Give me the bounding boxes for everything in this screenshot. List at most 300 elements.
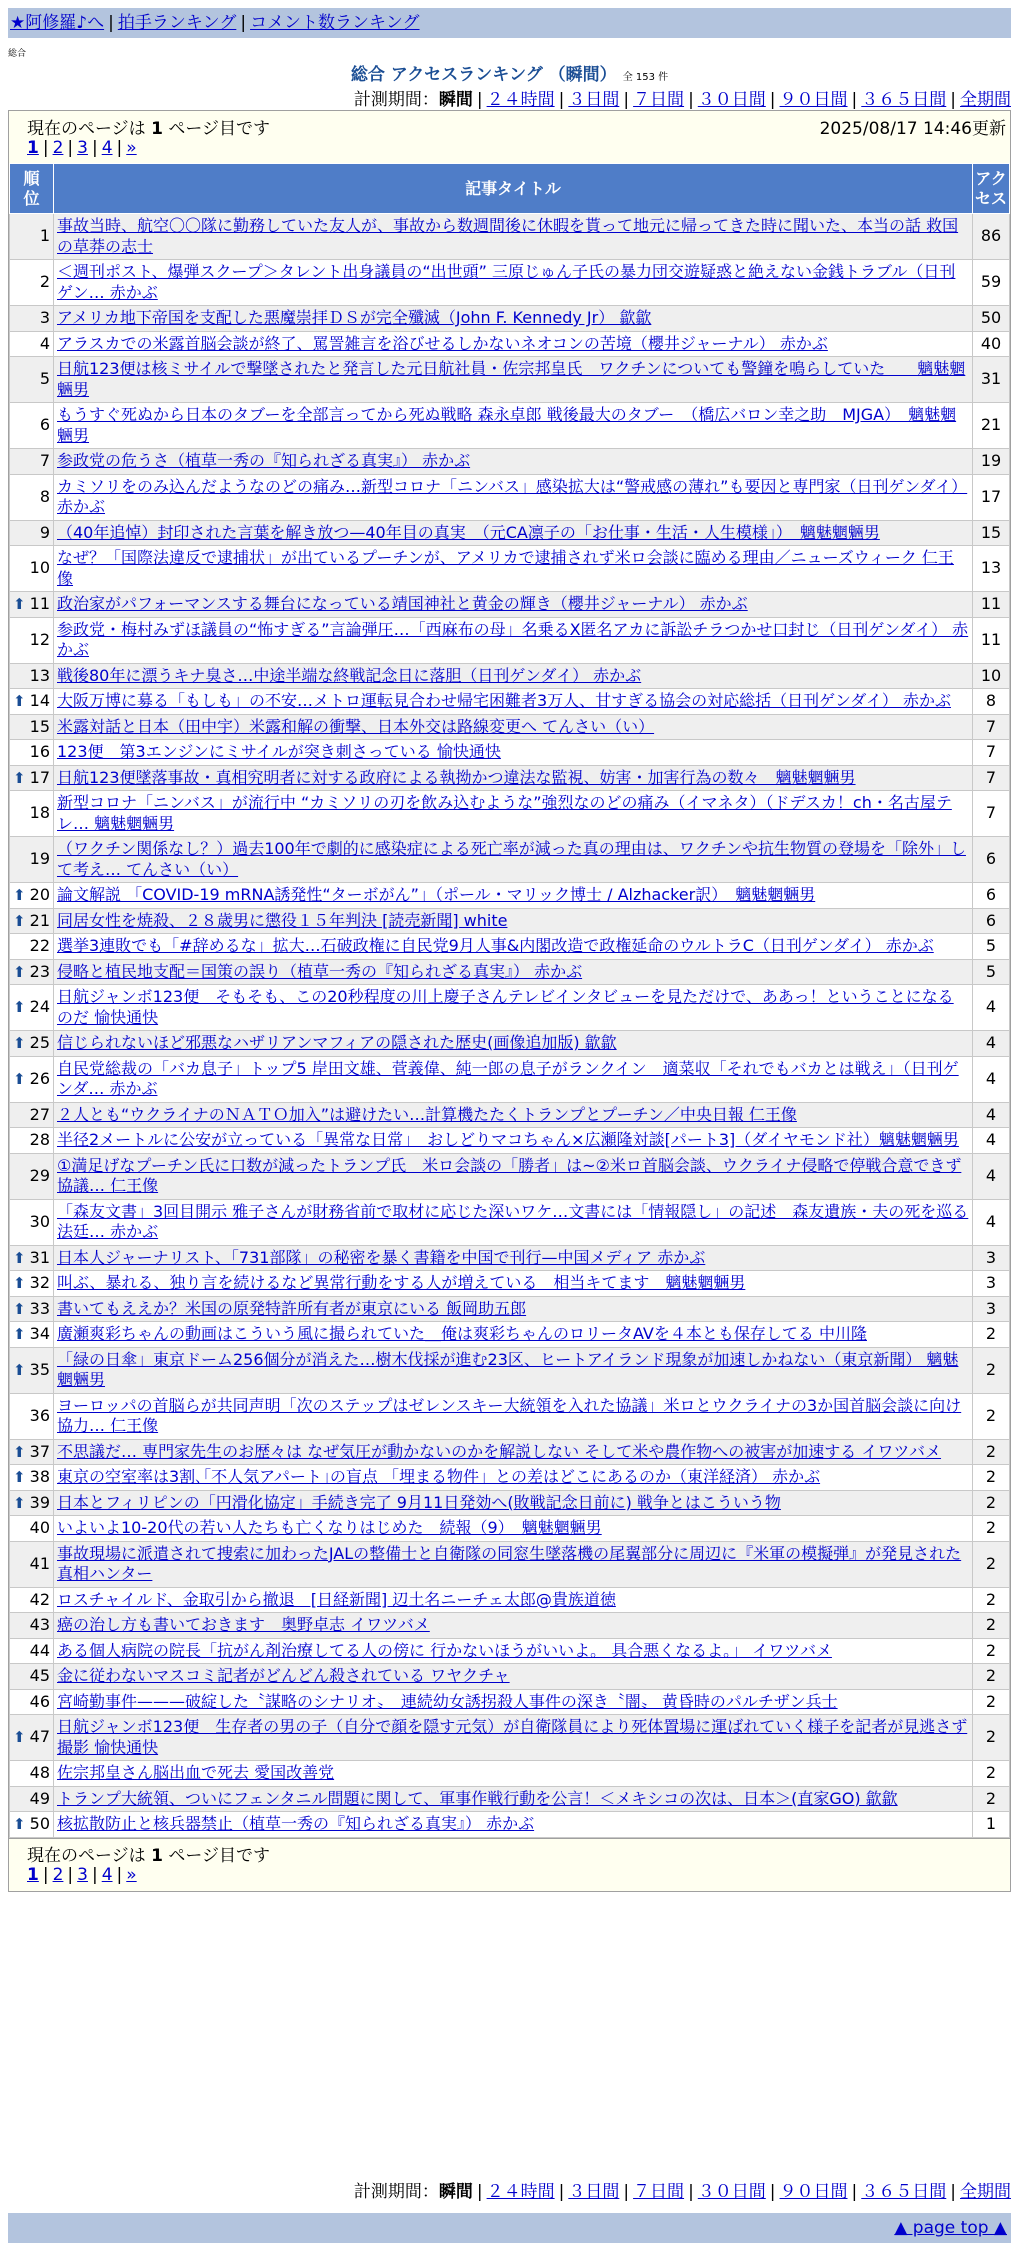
rank-number: 1 [39, 226, 50, 246]
table-row [10, 1199, 1010, 1245]
article-link[interactable]: 自民党総裁の「バカ息子」トップ5 岸田文雄、菅義偉、純一郎の息子がランクイン 適菜収「それでもバカとは戦え」（日刊ゲンダ… 赤かぶ [57, 1058, 959, 1098]
up-arrow-icon: ⬆ [13, 692, 26, 710]
table-row [10, 331, 1010, 357]
title-cell [54, 1664, 973, 1690]
article-link[interactable]: 戦後80年に漂うキナ臭さ…中途半端な終戦記念日に落胆（日刊ゲンダイ） 赤かぶ [57, 665, 642, 685]
rank-number: 2 [39, 272, 50, 292]
article-link[interactable]: 選挙3連敗でも「#辞めるな」拡大…石破政権に自民党9月人事&内閣改造で政権延命のウルトラC（日刊ゲンダイ） 赤かぶ [57, 936, 934, 955]
title-cell [54, 791, 973, 837]
up-arrow-icon: ⬆ [13, 1069, 26, 1088]
title-cell [54, 260, 973, 306]
rank-cell [10, 403, 54, 449]
nav-link-comment-ranking[interactable]: コメント数ランキング [250, 13, 420, 33]
period-link-4[interactable]: ９０日間 [779, 2182, 848, 2202]
article-link[interactable]: 日航ジャンボ123便 生存者の男の子（自分で顔を隠す元気）が自衛隊員により死体置場に運ばれていく様子を記者が見逃さず撮影 愉快通快 [57, 1717, 968, 1757]
pager-current-page[interactable]: 1 [27, 138, 39, 158]
access-count: 2 [973, 1439, 1010, 1465]
table-row [10, 689, 1010, 715]
article-link[interactable]: なぜ？「国際法違反で逮捕状」が出ているプーチンが、アメリカで逮捕されず米ロ会談に臨める理由／ニューズウィーク 仁王像 [57, 548, 954, 588]
rank-cell [10, 883, 54, 909]
title-cell [54, 306, 973, 332]
rank-number: 25 [29, 1033, 50, 1052]
title-cell [54, 1516, 973, 1542]
title-cell [54, 1393, 973, 1439]
table-row [10, 214, 1010, 260]
title-cell [54, 1786, 973, 1812]
access-count: 4 [973, 1102, 1010, 1128]
nav-link-ashura[interactable]: ★阿修羅♪へ [10, 13, 105, 33]
pager-page-4[interactable]: 4 [101, 1864, 113, 1885]
table-row [10, 1245, 1010, 1271]
table-row [10, 1439, 1010, 1465]
rank-cell [10, 791, 54, 837]
separator: | [67, 138, 74, 158]
article-link[interactable]: 日航123便墜落事故・真相究明者に対する政府による執拗かつ違法な監視、妨害・加害行為の数々 魑魅魍魎男 [57, 767, 856, 787]
table-row [10, 546, 1010, 592]
separator: | [476, 2182, 483, 2202]
access-count: 8 [973, 689, 1010, 715]
access-count: 7 [973, 740, 1010, 766]
rank-cell [10, 1296, 54, 1322]
separator: | [42, 138, 49, 158]
access-count: 17 [973, 474, 1010, 520]
access-count: 40 [973, 331, 1010, 357]
rank-cell [10, 689, 54, 715]
period-link-3[interactable]: ３０日間 [697, 2182, 766, 2202]
access-count: 3 [973, 1271, 1010, 1297]
up-arrow-icon: ⬆ [13, 1325, 26, 1343]
article-link[interactable]: 論文解説 「COVID-19 mRNA誘発性“ターボがん”」（ポール・マリック博士 / Alzhacker訳） 魑魅魍魎男 [57, 885, 816, 904]
period-link-2[interactable]: ７日間 [633, 90, 685, 110]
rank-number: 35 [29, 1359, 50, 1379]
rank-number: 42 [29, 1589, 50, 1609]
article-link[interactable]: トランプ大統領、ついにフェンタニル問題に関して、軍事作戦行動を公言！＜メキシコの次は、日本＞(直家GO) 歙歙 [57, 1788, 898, 1808]
pager-next[interactable]: » [126, 138, 137, 158]
article-link[interactable]: 半径2メートルに公安が立っている「異常な日常」 おしどりマコちゃん×広瀬隆対談[パート3]（ダイヤモンド社）魑魅魍魎男 [57, 1130, 959, 1149]
title-cell [54, 714, 973, 740]
separator: | [769, 2182, 776, 2202]
rank-cell [10, 546, 54, 592]
table-row [10, 663, 1010, 689]
rank-number: 13 [29, 665, 50, 685]
table-row [10, 520, 1010, 546]
title-cell [54, 1296, 973, 1322]
rank-cell [10, 934, 54, 960]
rank-number: 46 [29, 1691, 50, 1711]
article-link[interactable]: 参政党の危うさ（植草一秀の『知られざる真実』） 赤かぶ [57, 451, 471, 470]
pager-current-page[interactable]: 1 [27, 1864, 39, 1885]
title-cell [54, 934, 973, 960]
rank-cell [10, 663, 54, 689]
article-link[interactable]: 新型コロナ「ニンバス」が流行中 “カミソリの刃を飲み込むような”強烈なのどの痛み（イマネタ）（ドデスカ！ch・名古屋テレ… 魑魅魍魎男 [57, 793, 952, 833]
column-header-rank [10, 164, 54, 214]
up-arrow-icon: ⬆ [13, 886, 26, 904]
rank-number: 31 [29, 1247, 50, 1267]
separator: | [116, 1864, 123, 1885]
pager-page-4[interactable]: 4 [101, 138, 113, 158]
title-cell [54, 883, 973, 909]
access-count: 6 [973, 883, 1010, 909]
rank-cell [10, 1271, 54, 1297]
article-link[interactable]: ①満足げなプーチン氏に口数が減ったトランプ氏 米ロ会談の「勝者」は~②米ロ首脳会談、ウクライナ侵略で停戦合意できず協議… 仁王像 [57, 1155, 962, 1195]
table-row [10, 985, 1010, 1031]
up-arrow-icon: ⬆ [13, 1493, 26, 1512]
access-count: 31 [973, 357, 1010, 403]
table-row [10, 592, 1010, 618]
rank-number: 15 [29, 716, 50, 736]
up-arrow-icon: ⬆ [13, 1815, 26, 1833]
rank-number: 23 [29, 961, 50, 981]
top-nav-bar [8, 8, 1011, 38]
separator: | [623, 90, 630, 110]
up-arrow-icon: ⬆ [13, 962, 26, 981]
period-link-1[interactable]: ３日間 [568, 90, 620, 110]
rank-number: 45 [29, 1666, 50, 1685]
access-count: 2 [973, 1715, 1010, 1761]
rank-cell [10, 331, 54, 357]
rank-number: 5 [39, 369, 50, 389]
separator: | [558, 90, 565, 110]
article-link[interactable]: もうすぐ死ぬから日本のタブーを全部言ってから死ぬ戦略 森永卓郎 戦後最大のタブー （橋広バロン幸之助 MJGA） 魑魅魍魎男 [57, 405, 957, 445]
article-link[interactable]: 日本とフィリピンの「円滑化協定」手続き完了 9月11日発効へ(敗戦記念日前に) 戦争とはこういう物 [57, 1492, 781, 1512]
access-count: 4 [973, 1199, 1010, 1245]
table-row [10, 1587, 1010, 1613]
column-header-title: 記事タイトル [54, 164, 973, 214]
access-count: 7 [973, 714, 1010, 740]
access-count: 15 [973, 520, 1010, 546]
access-count: 1 [973, 1812, 1010, 1838]
rank-cell [10, 714, 54, 740]
rank-number: 44 [29, 1640, 50, 1660]
rank-number: 22 [29, 936, 50, 955]
rank-cell [10, 592, 54, 618]
rank-number: 28 [29, 1130, 50, 1149]
title-cell [54, 449, 973, 475]
article-link[interactable]: 廣瀬爽彩ちゃんの動画はこういう風に撮られていた＿俺は爽彩ちゃんのロリータAVを４本とも保存してる 中川隆 [57, 1324, 867, 1343]
rank-cell [10, 1689, 54, 1715]
access-count: 21 [973, 403, 1010, 449]
rank-cell [10, 1638, 54, 1664]
title-cell [54, 740, 973, 766]
table-row [10, 1128, 1010, 1154]
page-top-link[interactable]: ▲ page top ▲ [894, 2218, 1007, 2238]
access-count: 6 [973, 837, 1010, 883]
rank-number: 32 [29, 1273, 50, 1292]
access-count: 3 [973, 1296, 1010, 1322]
article-link[interactable]: 事故現場に派遣されて捜索に加わったJALの整備士と自衛隊の同窓生墜落機の尾翼部分に周辺に『米軍の模擬弾』が発見された 真相ハンター [57, 1543, 962, 1583]
period-link-3[interactable]: ３０日間 [697, 90, 766, 110]
rank-number: 7 [39, 451, 50, 470]
access-count: 50 [973, 306, 1010, 332]
title-cell [54, 357, 973, 403]
article-link[interactable]: 金に従わないマスコミ記者がどんどん殺されている ワヤクチャ [57, 1666, 510, 1685]
rank-cell [10, 908, 54, 934]
table-row [10, 1347, 1010, 1393]
title-cell [54, 474, 973, 520]
access-count: 2 [973, 1638, 1010, 1664]
article-link[interactable]: 政治家がパフォーマンスする舞台になっている靖国神社と黄金の輝き（櫻井ジャーナル） 赤かぶ [57, 594, 748, 613]
rank-number: 17 [29, 767, 50, 787]
article-link[interactable]: 「森友文書」3回目開示 雅子さんが財務省前で取材に応じた深いワケ…文書には「情報隠し」の記述 森友遺族・夫の死を巡る法廷… 赤かぶ [57, 1201, 969, 1241]
title-cell [54, 520, 973, 546]
table-row [10, 714, 1010, 740]
access-count: 5 [973, 934, 1010, 960]
title-cell [54, 1153, 973, 1199]
article-link[interactable]: ＜週刊ポスト、爆弾スクープ＞タレント出身議員の“出世頭” 三原じゅん子氏の暴力団交遊疑惑と絶えない金銭トラブル（日刊ゲン… 赤かぶ [57, 262, 956, 302]
rank-number: 8 [39, 486, 50, 506]
table-row [10, 1664, 1010, 1690]
rank-cell [10, 740, 54, 766]
separator: | [116, 138, 123, 158]
rank-cell [10, 1393, 54, 1439]
article-link[interactable]: 信じられないほど邪悪なハザリアンマフィアの隠された歴史(画像追加版) 歙歙 [57, 1033, 617, 1052]
table-row [10, 1516, 1010, 1542]
current-page-text: 現在のページは 1 ページ目です [27, 1845, 270, 1866]
table-row [10, 1393, 1010, 1439]
rank-cell [10, 1439, 54, 1465]
rank-number: 14 [29, 691, 50, 710]
table-row [10, 1786, 1010, 1812]
access-count: 6 [973, 908, 1010, 934]
article-link[interactable]: カミソリをのみ込んだようなのどの痛み…新型コロナ「ニンバス」感染拡大は“警戒感の薄れ”も要因と専門家（日刊ゲンダイ） 赤かぶ [57, 476, 968, 516]
article-link[interactable]: ２人とも“ウクライナのＮＡＴＯ加入”は避けたい…計算機たたくトランプとプーチン／中央日報 仁王像 [57, 1104, 797, 1124]
rank-number: 11 [29, 594, 50, 613]
rank-number: 20 [29, 885, 50, 904]
title-cell [54, 1689, 973, 1715]
up-arrow-icon: ⬆ [13, 1248, 26, 1267]
article-link[interactable]: いよいよ10-20代の若い人たちも亡くなりはじめた 続報（9） 魑魅魍魎男 [57, 1518, 602, 1537]
article-link[interactable]: 「緑の日傘」東京ドーム256個分が消えた…樹木伐採が進む23区、ヒートアイランド現象が加速しかねない（東京新聞） 魑魅魍魎男 [57, 1349, 959, 1389]
access-count: 19 [973, 449, 1010, 475]
period-link-0[interactable]: ２４時間 [486, 2182, 555, 2202]
title-cell [54, 1812, 973, 1838]
table-row [10, 1056, 1010, 1102]
table-row [10, 1490, 1010, 1516]
table-row [10, 403, 1010, 449]
rank-cell [10, 1153, 54, 1199]
rank-cell [10, 1587, 54, 1613]
article-link[interactable]: （ワクチン関係なし？）過去100年で劇的に感染症による死亡率が減った真の理由は、ワクチンや抗生物質の登場を「除外」して考え… てんさい（い） [57, 839, 966, 879]
pager-page-2[interactable]: 2 [52, 138, 64, 158]
column-header-access [973, 164, 1010, 214]
pager-next[interactable]: » [126, 1864, 137, 1885]
article-link[interactable]: ロスチャイルド、金取引から撤退 [日経新聞] 辺土名ニーチェ太郎@貴族道徳 [57, 1589, 616, 1609]
separator: | [42, 1864, 49, 1885]
rank-cell [10, 1516, 54, 1542]
rank-number: 34 [29, 1324, 50, 1343]
title-cell [54, 765, 973, 791]
title-cell [54, 214, 973, 260]
access-count: 59 [973, 260, 1010, 306]
table-row [10, 474, 1010, 520]
rank-cell [10, 985, 54, 1031]
rank-number: 36 [29, 1405, 50, 1425]
article-link[interactable]: 不思議だ… 専門家先生のお歴々は なぜ気圧が動かないのかを解説しない そして米や農作物への被害が加速する イワツバメ [57, 1441, 942, 1461]
table-row [10, 740, 1010, 766]
pager-page-2[interactable]: 2 [52, 1864, 64, 1885]
article-link[interactable]: 癌の治し方も書いておきます 奥野卓志 イワツバメ [57, 1615, 430, 1634]
title-cell [54, 1715, 973, 1761]
rank-number: 21 [29, 910, 50, 930]
title-cell [54, 985, 973, 1031]
rank-cell [10, 837, 54, 883]
nav-link-applause-ranking[interactable]: 拍手ランキング [117, 13, 237, 33]
title-cell [54, 837, 973, 883]
title-cell [54, 1439, 973, 1465]
access-count: 7 [973, 765, 1010, 791]
access-count: 11 [973, 617, 1010, 663]
period-link-6[interactable]: 全期間 [960, 90, 1011, 110]
rank-number: 29 [29, 1165, 50, 1185]
separator: | [851, 90, 858, 110]
rank-number: 47 [29, 1727, 50, 1747]
article-link[interactable]: アラスカでの米露首脳会談が終了、罵詈雑言を浴びせるしかないネオコンの苦境（櫻井ジャーナル） 赤かぶ [57, 333, 828, 353]
up-arrow-icon: ⬆ [13, 911, 26, 930]
table-row [10, 1812, 1010, 1838]
article-link[interactable]: アメリカ地下帝国を支配した悪魔崇拝ＤＳが完全殲滅（John F. Kennedy Jr） 歙歙 [57, 308, 652, 327]
rank-cell [10, 1613, 54, 1639]
rank-number: 49 [29, 1788, 50, 1808]
rank-number: 43 [29, 1615, 50, 1634]
rank-cell [10, 1761, 54, 1787]
up-arrow-icon: ⬆ [13, 1728, 26, 1747]
rank-cell [10, 474, 54, 520]
rank-cell [10, 1715, 54, 1761]
up-arrow-icon: ⬆ [13, 768, 26, 787]
rank-number: 16 [29, 742, 50, 761]
title-cell [54, 546, 973, 592]
article-link[interactable]: 事故当時、航空〇〇隊に勤務していた友人が、事故から数週間後に休暇を貰って地元に帰ってきた時に聞いた、本当の話 救国の草莽の志士 [57, 216, 959, 256]
pager-page-3[interactable]: 3 [77, 138, 88, 158]
title-cell [54, 1102, 973, 1128]
category-label: 総合 [8, 49, 27, 59]
period-link-2[interactable]: ７日間 [633, 2182, 685, 2202]
up-arrow-icon: ⬆ [13, 1274, 26, 1292]
period-link-6[interactable]: 全期間 [960, 2182, 1011, 2202]
access-count: 2 [973, 1541, 1010, 1587]
access-count: 2 [973, 1689, 1010, 1715]
table-row [10, 1296, 1010, 1322]
rank-cell [10, 765, 54, 791]
period-link-4[interactable]: ９０日間 [779, 90, 848, 110]
article-link[interactable]: 書いてもええか？米国の原発特許所有者が東京にいる 飯岡助五郎 [57, 1298, 527, 1318]
table-row [10, 883, 1010, 909]
period-link-0[interactable]: ２４時間 [486, 90, 555, 110]
up-arrow-icon: ⬆ [13, 595, 26, 613]
access-count: 3 [973, 1245, 1010, 1271]
separator: | [688, 90, 694, 110]
article-link[interactable]: 参政党・梅村みずほ議員の“怖すぎる”言論弾圧…「西麻布の母」名乗るX匿名アカに訴訟チラつかせ口封じ（日刊ゲンダイ） 赤かぶ [57, 619, 969, 659]
rank-number: 12 [29, 629, 50, 649]
period-selector-bottom [354, 2177, 1011, 2202]
separator: | [623, 2182, 630, 2202]
access-count: 86 [973, 214, 1010, 260]
page-info-bottom [9, 1838, 1010, 1891]
period-link-5[interactable]: ３６５日間 [861, 2182, 947, 2202]
article-link[interactable]: 宮崎勤事件———破綻した〝謀略のシナリオ〟 連続幼女誘拐殺人事件の深き〝闇〟 黄昏時のパルチザン兵士 [57, 1691, 838, 1711]
access-header-text: アク セス [974, 168, 1007, 208]
updated-timestamp: 2025/08/17 14:46更新 [819, 119, 1006, 139]
period-link-5[interactable]: ３６５日間 [861, 90, 947, 110]
article-link[interactable]: 叫ぶ、暴れる、独り言を続けるなど異常行動をする人が増えている 相当キてます 魑魅魍魎男 [57, 1273, 746, 1292]
pager-page-3[interactable]: 3 [77, 1864, 88, 1885]
table-row [10, 1613, 1010, 1639]
article-link[interactable]: ヨーロッパの首脳らが共同声明「次のステップはゼレンスキー大統領を入れた協議」米ロとウクライナの3か国首脳会談に向け協力… 仁王像 [57, 1395, 962, 1435]
rank-cell [10, 449, 54, 475]
title-cell [54, 1245, 973, 1271]
title-cell [54, 1761, 973, 1787]
article-link[interactable]: 侵略と植民地支配＝国策の誤り（植草一秀の『知られざる真実』） 赤かぶ [57, 961, 583, 981]
period-link-1[interactable]: ３日間 [568, 2182, 620, 2202]
table-row [10, 306, 1010, 332]
separator: | [558, 2182, 565, 2202]
title-cell [54, 1541, 973, 1587]
separator: | [769, 90, 776, 110]
rank-number: 30 [29, 1211, 50, 1231]
article-link[interactable]: 佐宗邦皇さん脳出血で死去 愛国改善党 [57, 1763, 335, 1782]
separator: | [851, 2182, 858, 2202]
rank-cell [10, 1664, 54, 1690]
separator: | [108, 13, 114, 33]
article-link[interactable]: 米露対話と日本（田中宇）米露和解の衝撃、日本外交は路線変更へ てんさい（い） [57, 716, 655, 736]
article-link[interactable]: ある個人病院の院長「抗がん剤治療してる人の傍に 行かないほうがいいよ。 具合悪くなるよ。」 イワツバメ [57, 1640, 832, 1660]
title-cell [54, 403, 973, 449]
article-link[interactable]: （40年追悼）封印された言葉を解き放つ—40年目の真実 （元CA凛子の「お仕事・生活・人生模様」） 魑魅魍魎男 [57, 522, 880, 542]
title-cell [54, 1056, 973, 1102]
page-title [0, 60, 1019, 85]
article-link[interactable]: 日航ジャンボ123便 そもそも、この20秒程度の川上慶子さんテレビインタビューを見ただけで、ああっ！ということになるのだ 愉快通快 [57, 987, 954, 1027]
rank-number: 38 [29, 1467, 50, 1486]
access-count: 5 [973, 959, 1010, 985]
rank-cell [10, 1245, 54, 1271]
article-link[interactable]: 東京の空室率は3割､｢不人気アパート｣の盲点 「埋まる物件」との差はどこにあるのか（東洋経済） 赤かぶ [57, 1467, 821, 1486]
access-count: 4 [973, 985, 1010, 1031]
rank-number: 39 [29, 1492, 50, 1512]
title-cell [54, 617, 973, 663]
rank-number: 41 [29, 1553, 50, 1573]
article-link[interactable]: 日航123便は核ミサイルで撃墜されたと発言した元日航社員・佐宗邦皇氏 ワクチンについても警鐘を鳴らしていた 魑魅魍魎男 [57, 359, 966, 399]
rank-cell [10, 1465, 54, 1491]
table-row [10, 357, 1010, 403]
access-count: 10 [973, 663, 1010, 689]
table-row [10, 959, 1010, 985]
access-count: 2 [973, 1347, 1010, 1393]
article-link[interactable]: 日本人ジャーナリスト、「731部隊」の秘密を暴く書籍を中国で刊行—中国メディア 赤かぶ [57, 1247, 706, 1267]
rank-header-text: 順 位 [23, 168, 40, 208]
article-link[interactable]: 核拡散防止と核兵器禁止（植草一秀の『知られざる真実』） 赤かぶ [57, 1814, 535, 1833]
period-label: 計測期間： [353, 90, 439, 110]
access-count: 2 [973, 1393, 1010, 1439]
rank-number: 4 [39, 333, 50, 353]
rank-cell [10, 1812, 54, 1838]
separator: | [91, 1864, 98, 1885]
rank-number: 6 [39, 415, 50, 435]
title-cell [54, 1613, 973, 1639]
title-cell [54, 1347, 973, 1393]
ranking-panel [8, 110, 1011, 1892]
rank-cell [10, 1786, 54, 1812]
article-link[interactable]: 同居女性を焼殺、２８歳男に懲役１５年判決 [読売新聞] white [57, 910, 508, 930]
page-title-text: 総合 アクセスランキング （瞬間） [350, 65, 617, 85]
title-cell [54, 908, 973, 934]
up-arrow-icon: ⬆ [13, 1468, 26, 1486]
article-link[interactable]: 123便 第3エンジンにミサイルが突き刺さっている 愉快通快 [57, 742, 501, 761]
article-link[interactable]: 大阪万博に募る「もしも」の不安…メトロ運転見合わせ帰宅困難者3万人、甘すぎる協会の対応総括（日刊ゲンダイ） 赤かぶ [57, 691, 951, 710]
access-count: 2 [973, 1322, 1010, 1348]
rank-number: 3 [39, 308, 50, 327]
rank-cell [10, 260, 54, 306]
access-count: 4 [973, 1031, 1010, 1057]
